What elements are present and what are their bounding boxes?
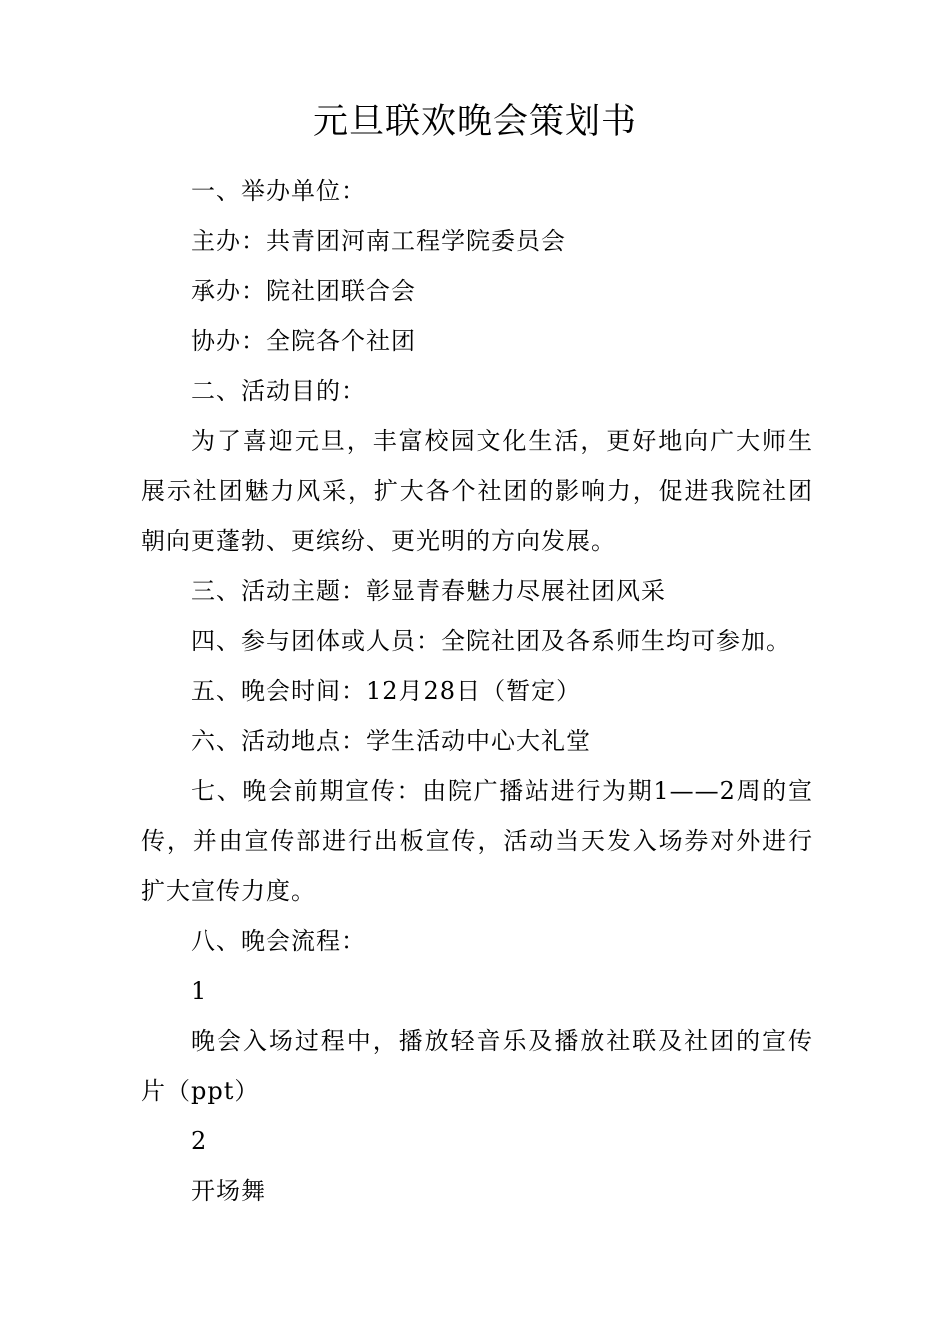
document-body (141, 166, 813, 1216)
program-step-number: 2 (191, 1127, 208, 1155)
purpose-paragraph: 为了喜迎元旦，丰富校园文化生活，更好地向广大师生展示社团魅力风采，扩大各个社团的影响力，促进我院社团朝向更蓬勃、更缤纷、更光明的方向发展。 (141, 427, 813, 555)
program-step-text: 晚会入场过程中，播放轻音乐及播放社联及社团的宣传片（ppt） (141, 1027, 813, 1105)
organizer-co-organizer: 协办：全院各个社团 (191, 327, 416, 355)
program-step-text: 开场舞 (191, 1177, 266, 1205)
section-program-heading: 八、晚会流程： (191, 927, 366, 955)
document-title: 元旦联欢晚会策划书 (312, 102, 637, 142)
section-participants: 四、参与团体或人员：全院社团及各系师生均可参加。 (191, 627, 791, 655)
section-theme: 三、活动主题：彰显青春魅力尽展社团风采 (191, 577, 666, 605)
program-step-number: 1 (191, 977, 208, 1005)
organizer-host: 主办：共青团河南工程学院委员会 (191, 227, 566, 255)
section-publicity: 七、晚会前期宣传：由院广播站进行为期1——2周的宣传，并由宣传部进行出板宣传，活动当天发入场券对外进行扩大宣传力度。 (141, 777, 813, 905)
organizer-undertaker: 承办：院社团联合会 (191, 277, 416, 305)
section-location: 六、活动地点：学生活动中心大礼堂 (191, 727, 591, 755)
section-purpose-heading: 二、活动目的： (191, 377, 366, 405)
section-organizers-heading: 一、举办单位： (191, 177, 366, 205)
section-time: 五、晚会时间：12月28日（暂定） (191, 677, 582, 705)
